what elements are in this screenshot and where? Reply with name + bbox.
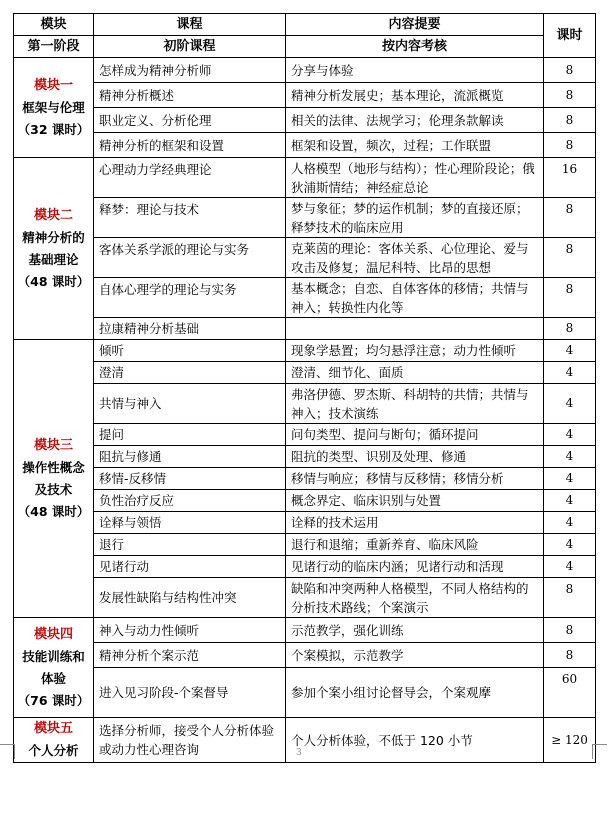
- summary-cell: 精神分析发展史；基本理论，流派概览: [286, 83, 544, 108]
- course-cell: 见诸行动: [94, 556, 286, 578]
- summary-cell: 克莱茵的理论：客体关系、心位理论、爱与攻击及修复；温尼科特、比昂的思想: [286, 238, 544, 278]
- table-row: [14, 133, 596, 158]
- module-title: 及技术: [34, 481, 73, 497]
- summary-cell: 分享与体验: [286, 58, 544, 83]
- table-row: [14, 578, 596, 618]
- module-hours-note: （48 课时）: [17, 273, 90, 289]
- module-hours-note: （48 课时）: [17, 503, 90, 519]
- course-cell: 选择分析师，接受个人分析体验或动力性心理咨询: [94, 718, 286, 763]
- summary-cell: 示范教学，强化训练: [286, 618, 544, 643]
- table-row: [14, 718, 596, 763]
- header-hours: 课时: [544, 14, 596, 58]
- course-cell: 倾听: [94, 340, 286, 362]
- table-row: [14, 362, 596, 384]
- module-cell: [14, 58, 94, 158]
- module-cell: [14, 718, 94, 763]
- course-cell: 职业定义、分析伦理: [94, 108, 286, 133]
- hours-cell: 4: [544, 384, 596, 424]
- table-row: [14, 158, 596, 198]
- course-cell: 精神分析概述: [94, 83, 286, 108]
- course-cell: 怎样成为精神分析师: [94, 58, 286, 83]
- table-row: [14, 446, 596, 468]
- table-row: [14, 490, 596, 512]
- summary-cell: 移情与响应；移情与反移情；移情分析: [286, 468, 544, 490]
- module-name: 模块五: [33, 721, 73, 736]
- table-row: [14, 83, 596, 108]
- summary-cell: 框架和设置，频次，过程；工作联盟: [286, 133, 544, 158]
- table-row: [14, 468, 596, 490]
- hours-cell: 4: [544, 490, 596, 512]
- hours-cell: 4: [544, 362, 596, 384]
- hours-cell: 8: [544, 578, 596, 618]
- table-row: [14, 318, 596, 340]
- summary-cell: 见诸行动的临床内涵；见诸行动和活现: [286, 556, 544, 578]
- module-name: 模块三: [33, 437, 73, 453]
- module-title: 精神分析的: [22, 229, 85, 245]
- hours-cell: 8: [544, 238, 596, 278]
- course-cell: 发展性缺陷与结构性冲突: [94, 578, 286, 618]
- table-row: [14, 534, 596, 556]
- course-cell: 神入与动力性倾听: [94, 618, 286, 643]
- course-cell: 共情与神入: [94, 384, 286, 424]
- table-row: [14, 384, 596, 424]
- module-title: 个人分析: [28, 743, 79, 758]
- table-row: [14, 278, 596, 318]
- course-cell: 移情-反移情: [94, 468, 286, 490]
- table-row: [14, 424, 596, 446]
- summary-cell: 相关的法律、法规学习；伦理条款解读: [286, 108, 544, 133]
- hours-cell: 8: [544, 133, 596, 158]
- header-module: 模块: [14, 14, 94, 36]
- stage-row: [14, 36, 596, 58]
- module-title: 技能训练和: [22, 648, 85, 664]
- table-row: [14, 238, 596, 278]
- course-cell: 退行: [94, 534, 286, 556]
- summary-cell: 人格模型（地形与结构）；性心理阶段论；俄狄浦斯情结；神经症总论: [286, 158, 544, 198]
- module-title: 基础理论: [28, 251, 79, 267]
- summary-cell: 退行和退缩；重新养育、临床风险: [286, 534, 544, 556]
- curriculum-table: [13, 13, 596, 763]
- module-name: 模块一: [33, 77, 73, 93]
- crop-mark-left: [0, 744, 15, 759]
- hours-cell: 4: [544, 556, 596, 578]
- summary-cell: 弗洛伊德、罗杰斯、科胡特的共情；共情与神入；技术演练: [286, 384, 544, 424]
- course-cell: 澄清: [94, 362, 286, 384]
- hours-cell: ≥ 120: [544, 718, 596, 763]
- page-number: 3: [296, 748, 302, 758]
- table-row: [14, 108, 596, 133]
- summary-cell: 澄清、细节化、面质: [286, 362, 544, 384]
- course-cell: 提问: [94, 424, 286, 446]
- module-cell: [14, 158, 94, 340]
- module-title: 框架与伦理: [22, 99, 85, 115]
- header-course: 课程: [94, 14, 286, 36]
- table-row: [14, 643, 596, 668]
- hours-cell: 4: [544, 446, 596, 468]
- hours-cell: 8: [544, 58, 596, 83]
- hours-cell: 4: [544, 468, 596, 490]
- summary-cell: 参加个案小组讨论督导会，个案观摩: [286, 668, 544, 718]
- hours-cell: 4: [544, 340, 596, 362]
- module-title: 体验: [40, 670, 66, 686]
- table-row: [14, 556, 596, 578]
- summary-cell: [286, 318, 544, 340]
- module-name: 模块四: [33, 626, 73, 642]
- course-cell: 客体关系学派的理论与实务: [94, 238, 286, 278]
- hours-cell: 16: [544, 158, 596, 198]
- course-cell: 拉康精神分析基础: [94, 318, 286, 340]
- summary-cell: 现象学悬置；均匀悬浮注意；动力性倾听: [286, 340, 544, 362]
- summary-cell: 诠释的技术运用: [286, 512, 544, 534]
- module-cell: [14, 618, 94, 718]
- course-cell: 阻抗与修通: [94, 446, 286, 468]
- hours-cell: 8: [544, 198, 596, 238]
- hours-cell: 60: [544, 668, 596, 718]
- hours-cell: 8: [544, 278, 596, 318]
- course-cell: 精神分析的框架和设置: [94, 133, 286, 158]
- hours-cell: 8: [544, 108, 596, 133]
- hours-cell: 4: [544, 512, 596, 534]
- summary-cell: 基本概念；自恋、自体客体的移情；共情与神入；转换性内化等: [286, 278, 544, 318]
- module-title: 操作性概念: [22, 459, 85, 475]
- stage-summary: 按内容考核: [286, 36, 544, 58]
- module-hours-note: （32 课时）: [17, 121, 90, 137]
- course-cell: 自体心理学的理论与实务: [94, 278, 286, 318]
- stage-course: 初阶课程: [94, 36, 286, 58]
- course-cell: 精神分析个案示范: [94, 643, 286, 668]
- course-cell: 负性治疗反应: [94, 490, 286, 512]
- summary-cell: 个案模拟，示范教学: [286, 643, 544, 668]
- table-row: [14, 58, 596, 83]
- table-row: [14, 198, 596, 238]
- header-summary: 内容提要: [286, 14, 544, 36]
- header-row: [14, 14, 596, 36]
- hours-cell: 8: [544, 643, 596, 668]
- table-row: [14, 668, 596, 718]
- summary-cell: 个人分析体验，不低于 120 小节: [286, 718, 544, 763]
- course-cell: 进入见习阶段-个案督导: [94, 668, 286, 718]
- table-row: [14, 512, 596, 534]
- summary-cell: 概念界定、临床识别与处置: [286, 490, 544, 512]
- summary-cell: 问句类型、提问与断句；循环提问: [286, 424, 544, 446]
- table-row: [14, 340, 596, 362]
- hours-cell: 4: [544, 424, 596, 446]
- course-cell: 心理动力学经典理论: [94, 158, 286, 198]
- course-cell: 诠释与领悟: [94, 512, 286, 534]
- summary-cell: 阻抗的类型、识别及处理、修通: [286, 446, 544, 468]
- table-row: [14, 618, 596, 643]
- stage-name: 第一阶段: [14, 36, 94, 58]
- summary-cell: 梦与象征；梦的运作机制；梦的直接还原；释梦技术的临床应用: [286, 198, 544, 238]
- hours-cell: 4: [544, 534, 596, 556]
- course-cell: 释梦：理论与技术: [94, 198, 286, 238]
- module-hours-note: （76 课时）: [17, 692, 90, 708]
- summary-cell: 缺陷和冲突两种人格模型，不同人格结构的分析技术路线；个案演示: [286, 578, 544, 618]
- module-cell: [14, 340, 94, 618]
- hours-cell: 8: [544, 318, 596, 340]
- hours-cell: 8: [544, 83, 596, 108]
- hours-cell: 8: [544, 618, 596, 643]
- module-name: 模块二: [33, 207, 73, 223]
- crop-mark-right: [592, 744, 607, 759]
